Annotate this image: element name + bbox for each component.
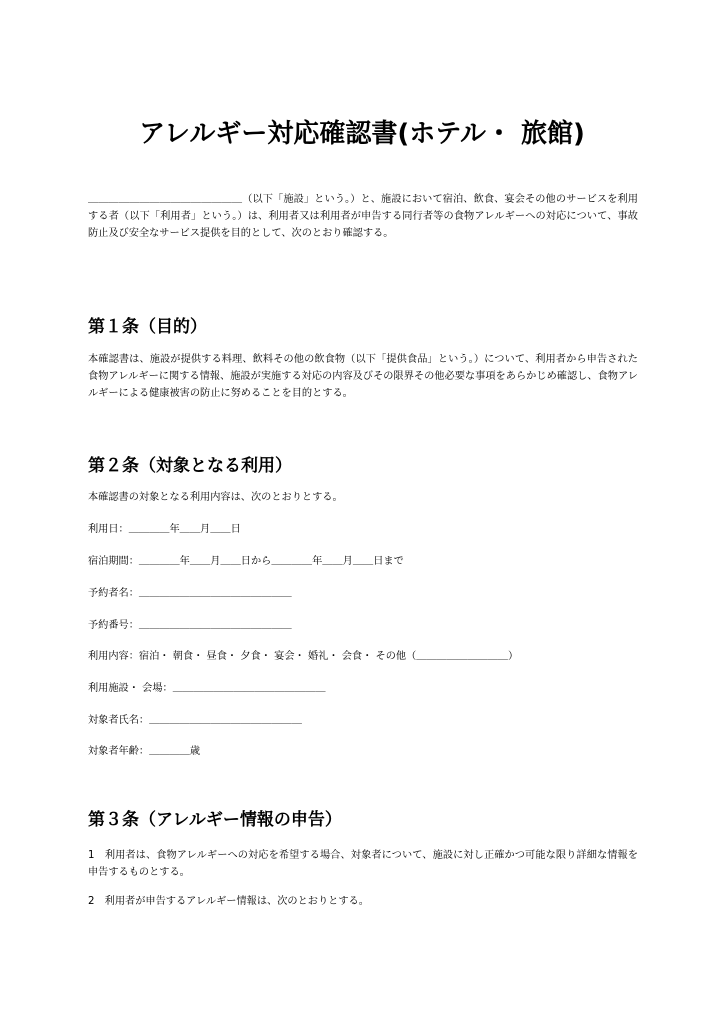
field-booker-name: 予約者名：＿＿＿＿＿＿＿＿＿＿＿＿＿＿＿ xyxy=(88,588,292,599)
article-3-item-2: 2 利用者が申告するアレルギー情報は、次のとおりとする。 xyxy=(88,896,369,907)
article-3-heading: 第３条（アレルギー情報の申告） xyxy=(88,810,342,830)
field-facility-venue: 利用施設・ 会場：＿＿＿＿＿＿＿＿＿＿＿＿＿＿＿ xyxy=(88,683,326,694)
article-2-heading: 第２条（対象となる利用） xyxy=(88,456,292,476)
field-subject-age: 対象者年齢：＿＿＿＿歳 xyxy=(88,746,201,757)
document-title: アレルギー対応確認書(ホテル・ 旅館) xyxy=(139,119,585,149)
field-booking-number: 予約番号：＿＿＿＿＿＿＿＿＿＿＿＿＿＿＿ xyxy=(88,620,292,631)
field-subject-name: 対象者氏名：＿＿＿＿＿＿＿＿＿＿＿＿＿＿＿ xyxy=(88,715,302,726)
intro-paragraph: ＿＿＿＿＿＿＿＿＿＿＿＿＿＿＿（以下「施設」という。）と、施設において宿泊、飲食、宴会その他のサービスを利用する者（以下「利用者」という。）は、利用者又は利用者が申告する同行者等の食物アレルギーへの対応について、事故防止及び安全なサービス提供を目的として、次のとおり確認する。 xyxy=(88,194,638,239)
article-3-item-1: 1 利用者は、食物アレルギーへの対応を希望する場合、対象者について、施設に対し正確かつ可能な限り詳細な情報を申告するものとする。 xyxy=(88,850,638,878)
article-2-lead: 本確認書の対象となる利用内容は、次のとおりとする。 xyxy=(88,492,343,503)
article-1-body: 本確認書は、施設が提供する料理、飲料その他の飲食物（以下「提供食品」という。）について、利用者から申告された食物アレルギーに関する情報、施設が実施する対応の内容及びその限界その他必要な事項をあらかじめ確認し、食物アレルギーによる健康被害の防止に努めることを目的とする。 xyxy=(88,354,638,399)
field-stay-period: 宿泊期間：＿＿＿＿年＿＿月＿＿日から＿＿＿＿年＿＿月＿＿日まで xyxy=(88,556,404,567)
field-usage-content: 利用内容：宿泊・ 朝食・ 昼食・ 夕食・ 宴会・ 婚礼・ 会食・ その他（＿＿＿＿＿＿＿＿＿） xyxy=(88,651,519,662)
field-usage-date: 利用日：＿＿＿＿年＿＿月＿＿日 xyxy=(88,524,241,535)
article-1-heading: 第１条（目的） xyxy=(88,317,207,337)
